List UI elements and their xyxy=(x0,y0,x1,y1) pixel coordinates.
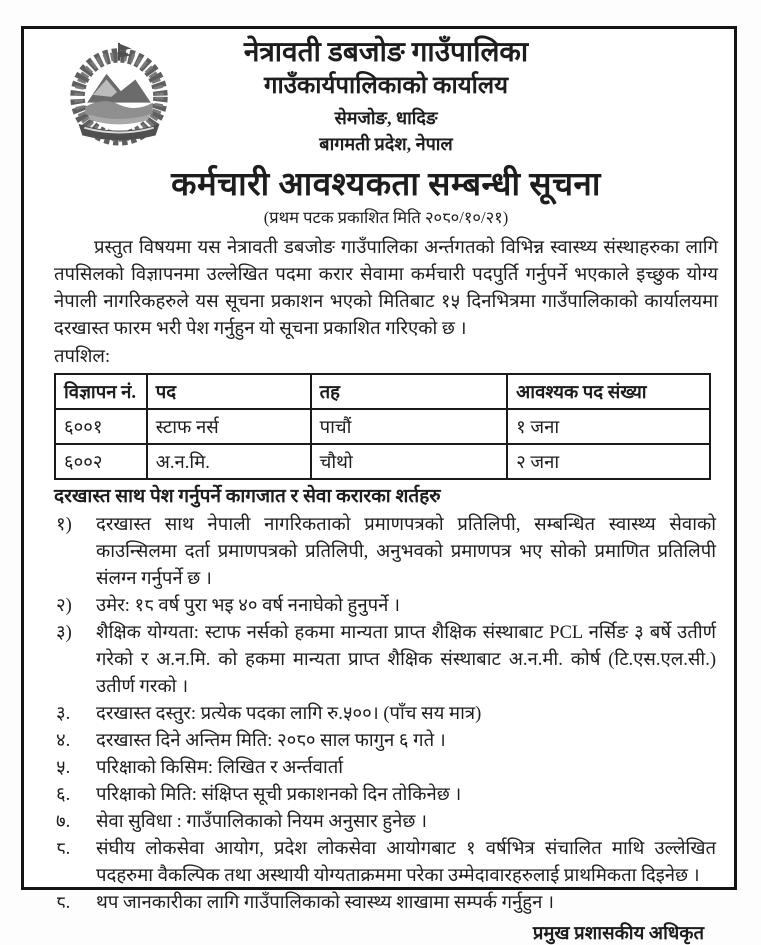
condition-number: ३. xyxy=(56,704,71,725)
cell-required: १ जना xyxy=(507,409,710,444)
condition-number: १) xyxy=(56,515,72,536)
condition-text: दरखास्त दस्तुर: प्रत्येक पदका लागि रु.५००। (पाँच सय मात्र) xyxy=(96,704,482,725)
condition-item xyxy=(54,782,718,809)
address-line-1: सेमजोङ, धादिङ xyxy=(334,108,438,129)
condition-text: थप जानकारीका लागि गाउँपालिकाको स्वास्थ्य शाखामा सम्पर्क गर्नुहुन । xyxy=(96,893,555,914)
column-header-post: पद xyxy=(147,374,311,409)
condition-text: सेवा सुविधा : गाउँपालिकाको नियम अनुसार हुनेछ । xyxy=(96,812,428,833)
notice-title: कर्मचारी आवश्यकता सम्बन्धी सूचना xyxy=(171,166,601,203)
cell-level: चौथो xyxy=(311,444,508,479)
condition-text: दरखास्त साथ नेपाली नागरिकताको प्रमाणपत्रको प्रतिलिपी, सम्बन्धित स्वास्थ्य सेवाको काउन्सिलमा दर्ता प्रमाणपत्रको प्रतिलिपी, अनुभवको प्रमाणपत्र भए सोको प्रमाणित प्रतिलिपी संलग्न गर्नुपर्ने छ । xyxy=(96,515,716,590)
condition-item xyxy=(54,890,718,917)
office-name: गाउँकार्यपालिकाको कार्यालय xyxy=(263,73,509,100)
nepal-municipality-emblem-icon xyxy=(60,39,178,147)
condition-number: ५. xyxy=(56,758,71,779)
condition-number: ४. xyxy=(56,731,71,752)
vacancy-table xyxy=(54,373,711,480)
conditions-list xyxy=(54,512,718,917)
condition-item xyxy=(54,512,718,593)
condition-item xyxy=(54,755,718,782)
intro-paragraph: प्रस्तुत विषयमा यस नेत्रावती डबजोङ गाउँपालिका अर्न्तगतको विभिन्न स्वास्थ्य संस्थाहरुका लागि तपसिलको विज्ञापनमा उल्लेखित पदमा करार सेवामा कर्मचारी पदपुर्ति गर्नुपर्ने भएकाले इच्छुक योग्य नेपाली नागरिकहरुले यस सूचना प्रकाशन भएको मितिबाट १५ दिनभित्रमा गाउँपालिकाको कार्यालयमा दरखास्त फारम भरी पेश गर्नुहुन यो सूचना प्रकाशित गरिएको छ । xyxy=(54,238,718,340)
cell-advert-no: ६००१ xyxy=(55,409,147,444)
cell-post: अ.न.मि. xyxy=(147,444,311,479)
cell-required: २ जना xyxy=(507,444,710,479)
condition-item xyxy=(54,593,718,620)
condition-text: उमेर: १८ वर्ष पुरा भइ ४० वर्ष ननाघेको हुनुपर्ने । xyxy=(96,596,401,617)
table-row xyxy=(55,444,710,479)
condition-text: दरखास्त दिने अन्तिम मिति: २०८० साल फागुन ६ गते । xyxy=(96,731,446,752)
condition-number: ६. xyxy=(56,785,71,806)
condition-item xyxy=(54,620,718,701)
column-header-advert-no: विज्ञापन नं. xyxy=(55,374,147,409)
document-border-frame xyxy=(21,26,737,945)
address-line-2: बागमती प्रदेश, नेपाल xyxy=(319,134,453,155)
table-row xyxy=(55,409,710,444)
condition-number: २) xyxy=(56,596,72,617)
condition-text: शैक्षिक योग्यता: स्टाफ नर्सको हकमा मान्यता प्राप्त शैक्षिक संस्थाबाट PCL नर्सिङ ३ बर्षे उतीर्ण गरेको र अ.न.मि. को हकमा मान्यता प्राप्त शैक्षिक संस्थाबाट अ.न.मी. कोर्ष (टि.एस.एल.सी.) उतीर्ण गरको । xyxy=(96,623,716,698)
column-header-required: आवश्यक पद संख्या xyxy=(507,374,710,409)
condition-text: परिक्षाको मिति: संक्षिप्त सूची प्रकाशनको दिन तोकिनेछ । xyxy=(96,785,462,806)
condition-number: ८. xyxy=(56,893,71,914)
signature-title: प्रमुख प्रशासकीय अधिकृत xyxy=(532,924,704,945)
municipality-name: नेत्रावती डबजोङ गाउँपालिका xyxy=(243,37,529,68)
publish-date: (प्रथम पटक प्रकाशित मिति २०८०/१०/२१) xyxy=(263,208,509,228)
cell-post: स्टाफ नर्स xyxy=(147,409,311,444)
cell-advert-no: ६००२ xyxy=(55,444,147,479)
condition-text: संघीय लोकसेवा आयोग, प्रदेश लोकसेवा आयोगबाट १ वर्षभित्र संचालित माथि उल्लेखित पदहरुमा वैकल्पिक तथा अस्थायी योग्यताक्रममा परेका उम्मेदावारहरुलाई प्राथमिकता दिइनेछ । xyxy=(96,839,716,887)
conditions-heading: दरखास्त साथ पेश गर्नुपर्ने कागजात र सेवा करारका शर्तहरु xyxy=(54,486,441,508)
tapasil-label: तपशिल: xyxy=(54,347,111,368)
table-header-row xyxy=(55,374,710,409)
document-content xyxy=(24,29,734,945)
condition-number: ३) xyxy=(56,623,72,644)
condition-item xyxy=(54,809,718,836)
cell-level: पाचौं xyxy=(311,409,508,444)
condition-text: परिक्षाको किसिम: लिखित र अर्न्तवार्ता xyxy=(96,758,344,779)
condition-item xyxy=(54,728,718,755)
letterhead xyxy=(54,35,718,229)
condition-item xyxy=(54,836,718,890)
condition-item xyxy=(54,701,718,728)
column-header-level: तह xyxy=(311,374,508,409)
condition-number: ७. xyxy=(56,812,71,833)
condition-number: ८. xyxy=(56,839,71,860)
